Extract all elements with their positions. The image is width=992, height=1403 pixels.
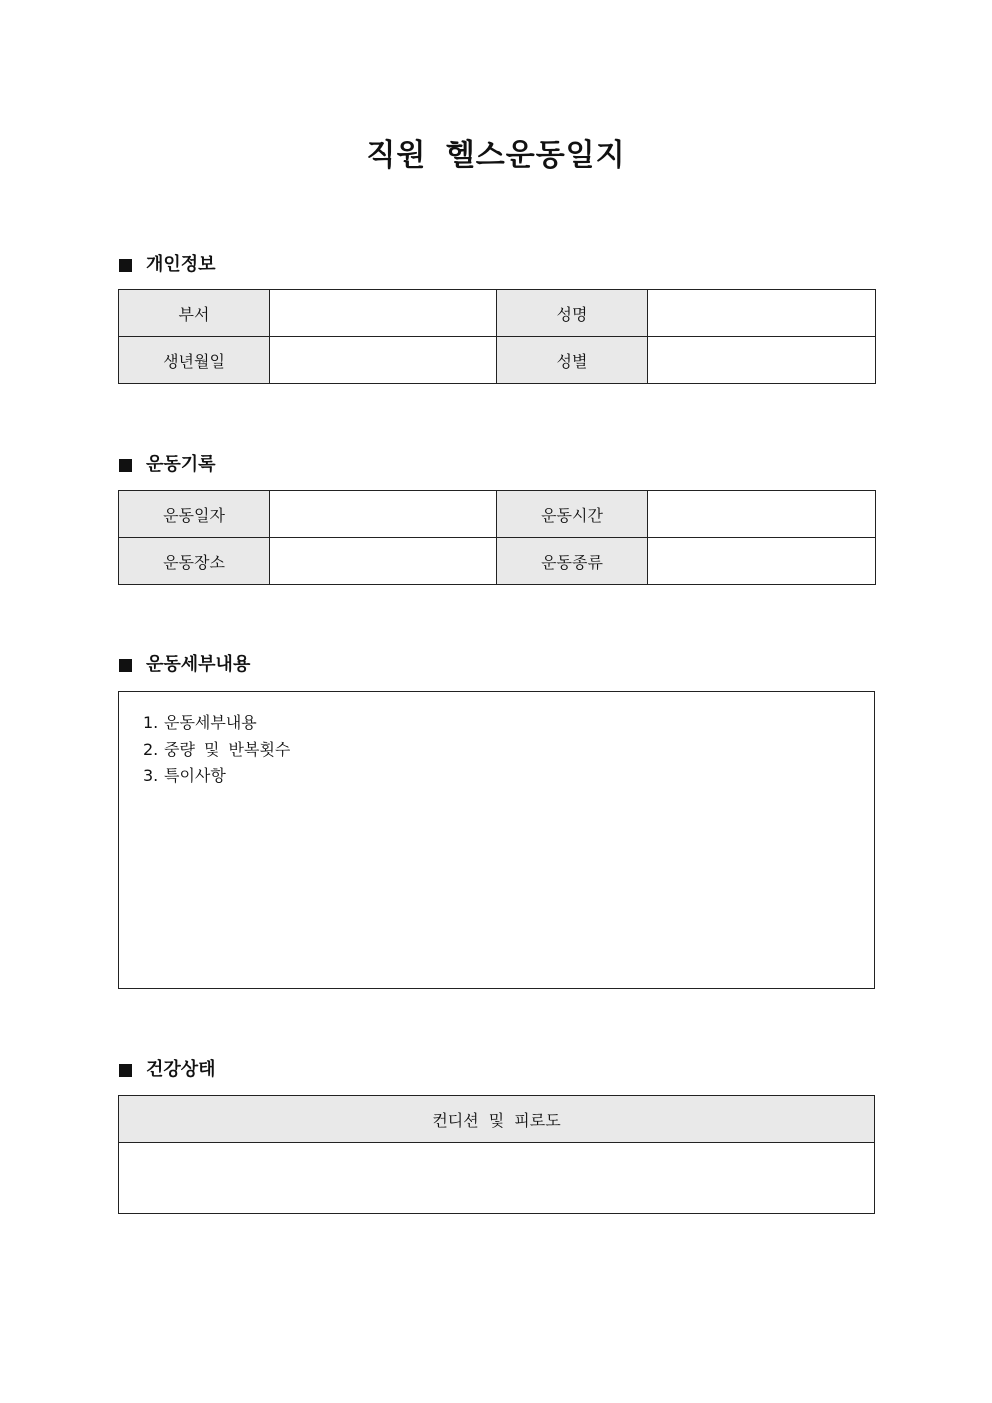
square-bullet-icon: [119, 1064, 132, 1077]
condition-fatigue-label: 컨디션 및 피로도: [119, 1096, 875, 1143]
table-row: [119, 290, 876, 337]
section-heading-exercise-record: [119, 453, 216, 477]
exercise-date-field[interactable]: [270, 491, 497, 538]
gender-field[interactable]: [648, 337, 876, 384]
list-item-text: 운동세부내용: [164, 713, 257, 732]
exercise-time-label: 운동시간: [497, 491, 648, 538]
section-heading-label: 건강상태: [146, 1059, 216, 1080]
exercise-type-field[interactable]: [648, 538, 876, 585]
birthdate-label: 생년월일: [119, 337, 270, 384]
list-item-number: 1.: [143, 713, 159, 732]
section-heading-personal-info: [119, 253, 216, 277]
department-field[interactable]: [270, 290, 497, 337]
exercise-type-label: 운동종류: [497, 538, 648, 585]
list-item-number: 3.: [143, 766, 159, 785]
exercise-location-label: 운동장소: [119, 538, 270, 585]
gender-label: 성별: [497, 337, 648, 384]
table-row: [119, 1143, 875, 1214]
square-bullet-icon: [119, 259, 132, 272]
exercise-date-label: 운동일자: [119, 491, 270, 538]
personal-info-table: [118, 289, 876, 384]
name-label: 성명: [497, 290, 648, 337]
health-status-table: [118, 1095, 875, 1214]
page-title: 직원 헬스운동일지: [366, 138, 626, 173]
department-label: 부서: [119, 290, 270, 337]
exercise-details-box[interactable]: [118, 691, 875, 989]
list-item: [143, 737, 290, 764]
list-item: [143, 710, 290, 737]
exercise-location-field[interactable]: [270, 538, 497, 585]
section-heading-label: 운동기록: [146, 454, 216, 475]
birthdate-field[interactable]: [270, 337, 497, 384]
exercise-time-field[interactable]: [648, 491, 876, 538]
section-heading-health-status: [119, 1058, 216, 1082]
list-item: [143, 763, 290, 790]
section-heading-exercise-details: [119, 653, 250, 677]
table-row: [119, 538, 876, 585]
table-row: [119, 1096, 875, 1143]
table-row: [119, 337, 876, 384]
table-row: [119, 491, 876, 538]
section-heading-label: 개인정보: [146, 254, 216, 275]
list-item-text: 특이사항: [164, 766, 226, 785]
exercise-record-table: [118, 490, 876, 585]
square-bullet-icon: [119, 659, 132, 672]
list-item-number: 2.: [143, 739, 159, 759]
square-bullet-icon: [119, 459, 132, 472]
name-field[interactable]: [648, 290, 876, 337]
list-item-text: 중량 및 반복횟수: [164, 739, 291, 759]
condition-fatigue-field[interactable]: [119, 1143, 875, 1214]
section-heading-label: 운동세부내용: [146, 654, 251, 675]
exercise-details-list: [143, 710, 290, 790]
